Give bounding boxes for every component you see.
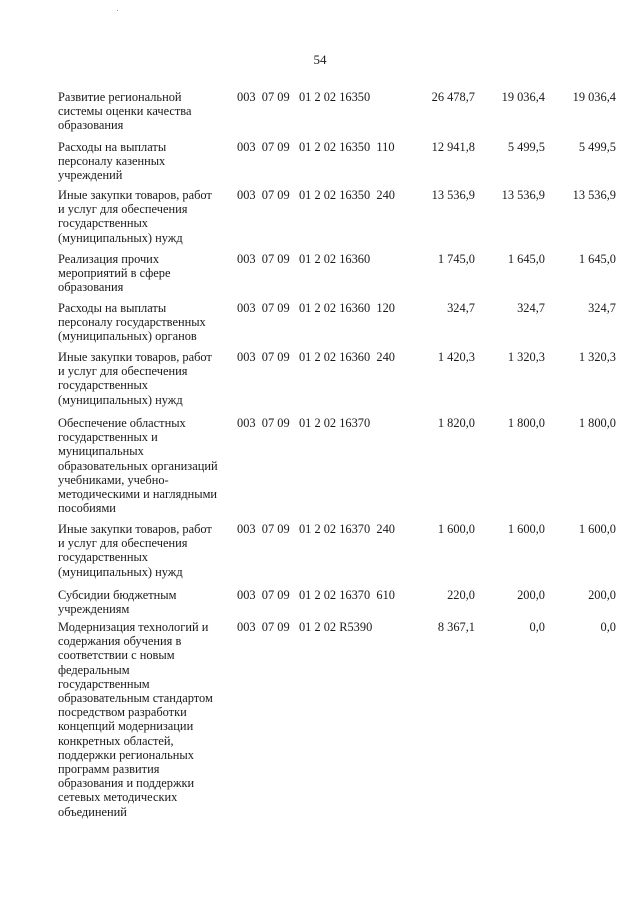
row-value-3: 200,0: [588, 588, 616, 602]
row-value-1: 220,0: [447, 588, 475, 602]
row-budget-code: 003 07 09 01 2 02 16350 240: [237, 188, 395, 202]
row-value-3: 1 320,3: [578, 350, 616, 364]
row-value-2: 5 499,5: [507, 140, 545, 154]
row-description: Иные закупки товаров, работ и услуг для обеспечения государственных (муниципальных) нужд: [58, 350, 212, 407]
scan-speck: [117, 10, 118, 11]
row-value-1: 26 478,7: [431, 90, 475, 104]
row-value-3: 1 600,0: [578, 522, 616, 536]
row-budget-code: 003 07 09 01 2 02 16370 240: [237, 522, 395, 536]
row-description: Модернизация технологий и содержания обучения в соответствии с новым федеральным государственным образовательным стандартом посредством разработки концепций модернизации конкретных областей, поддержки региональных программ развития образования и поддержки сетевых методических объединений: [58, 620, 213, 819]
page-number: 54: [313, 52, 327, 67]
row-value-3: 1 645,0: [578, 252, 616, 266]
row-value-3: 13 536,9: [572, 188, 616, 202]
row-value-1: 12 941,8: [431, 140, 475, 154]
row-value-1: 13 536,9: [431, 188, 475, 202]
row-value-2: 1 645,0: [507, 252, 545, 266]
row-value-3: 19 036,4: [572, 90, 616, 104]
row-budget-code: 003 07 09 01 2 02 16360 120: [237, 301, 395, 315]
row-budget-code: 003 07 09 01 2 02 R5390: [237, 620, 373, 634]
row-description: Иные закупки товаров, работ и услуг для обеспечения государственных (муниципальных) нужд: [58, 522, 212, 579]
row-value-1: 324,7: [447, 301, 475, 315]
row-budget-code: 003 07 09 01 2 02 16360: [237, 252, 371, 266]
row-value-3: 0,0: [600, 620, 616, 634]
row-value-3: 5 499,5: [578, 140, 616, 154]
row-value-2: 0,0: [529, 620, 545, 634]
row-description: Расходы на выплаты персоналу государственных (муниципальных) органов: [58, 301, 206, 344]
row-description: Субсидии бюджетным учреждениям: [58, 588, 177, 617]
row-value-2: 200,0: [517, 588, 545, 602]
row-value-3: 1 800,0: [578, 416, 616, 430]
row-value-2: 324,7: [517, 301, 545, 315]
row-value-1: 1 420,3: [437, 350, 475, 364]
row-value-1: 1 600,0: [437, 522, 475, 536]
row-value-2: 1 800,0: [507, 416, 545, 430]
row-description: Расходы на выплаты персоналу казенных учреждений: [58, 140, 167, 183]
row-budget-code: 003 07 09 01 2 02 16350 110: [237, 140, 395, 154]
row-value-1: 8 367,1: [437, 620, 475, 634]
row-value-1: 1 745,0: [437, 252, 475, 266]
row-value-1: 1 820,0: [437, 416, 475, 430]
row-budget-code: 003 07 09 01 2 02 16370 610: [237, 588, 395, 602]
row-value-2: 19 036,4: [501, 90, 545, 104]
row-description: Реализация прочих мероприятий в сфере образования: [58, 252, 171, 295]
row-value-2: 13 536,9: [501, 188, 545, 202]
row-budget-code: 003 07 09 01 2 02 16350: [237, 90, 371, 104]
row-value-2: 1 320,3: [507, 350, 545, 364]
row-budget-code: 003 07 09 01 2 02 16370: [237, 416, 371, 430]
row-description: Иные закупки товаров, работ и услуг для обеспечения государственных (муниципальных) нужд: [58, 188, 212, 245]
row-description: Развитие региональной системы оценки качества образования: [58, 90, 192, 133]
row-description: Обеспечение областных государственных и муниципальных образовательных организаций учебниками, учебно- методическими и наглядными пособиями: [58, 416, 218, 516]
row-value-2: 1 600,0: [507, 522, 545, 536]
row-value-3: 324,7: [588, 301, 616, 315]
row-budget-code: 003 07 09 01 2 02 16360 240: [237, 350, 395, 364]
